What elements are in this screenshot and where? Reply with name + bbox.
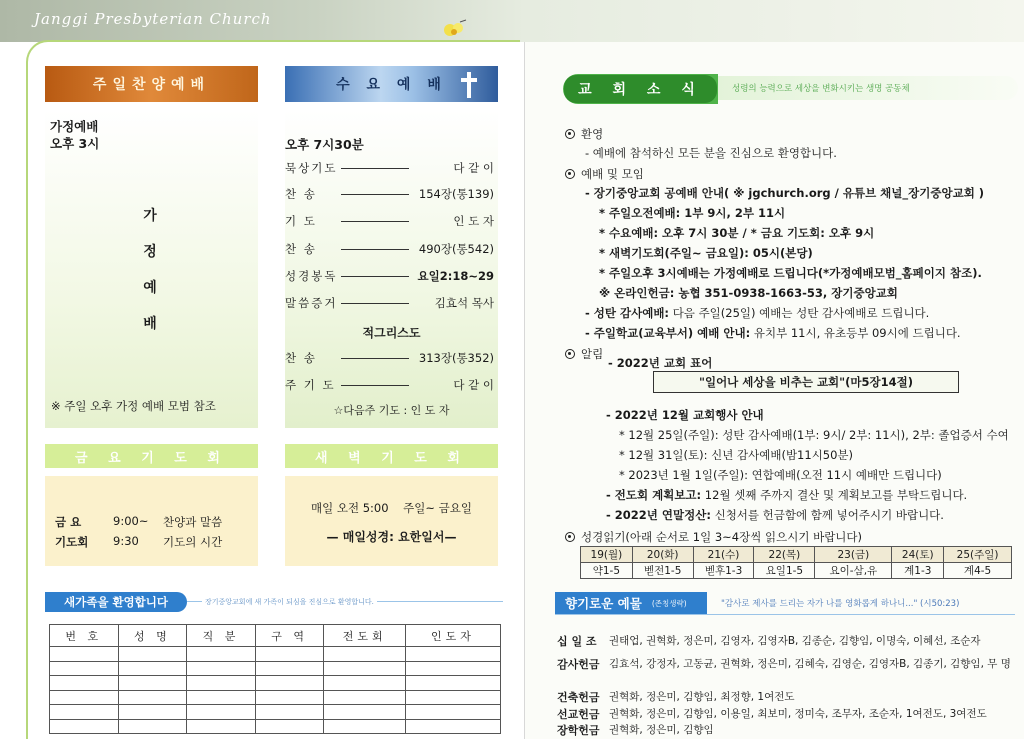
notice-bold-prefix: - 2022년 연말정산: — [606, 508, 711, 522]
notice-heading-text: 예배 및 모임 — [581, 167, 644, 181]
notice-subitem: ※ 온라인헌금: 농협 351-0938-1663-53, 장기중앙교회 — [599, 286, 898, 300]
wednesday-worship-panel — [285, 110, 498, 428]
notice-subitem: * 주일오후 3시예배는 가정예배로 드립니다(*가정예배모범_홈페이지 참조). — [599, 266, 982, 280]
wednesday-worship-header — [285, 66, 498, 102]
table-row — [50, 676, 501, 691]
friday-desc: 찬양과 말씀 — [163, 515, 223, 529]
column-header: 직 분 — [187, 625, 256, 647]
header-strip — [0, 0, 525, 42]
church-motto: "일어나 세상을 비추는 교회"(마5장14절) — [653, 371, 959, 393]
book-cell: 요이-삼,유 — [815, 563, 892, 579]
wednesday-header-label: 수 요 예 배 — [336, 77, 447, 93]
notice-subitem: * 12월 31일(토): 신년 감사예배(밤11시50분) — [619, 448, 854, 462]
order-row — [285, 211, 498, 231]
offering-names: 권태업, 권혁화, 정은미, 김영자, 김영자B, 김종순, 김향임, 이명숙, 이혜선, 조순자 — [609, 635, 981, 647]
order-dash — [341, 276, 409, 277]
order-row — [285, 293, 498, 313]
order-row — [285, 375, 498, 395]
column-header: 성 명 — [118, 625, 187, 647]
home-worship-info — [50, 118, 99, 152]
book-cell: 계1-3 — [892, 563, 944, 579]
bullet-icon — [565, 169, 575, 179]
sermon-title: 적그리스도 — [362, 326, 421, 340]
book-cell: 계4-5 — [944, 563, 1012, 579]
bible-reading-table — [580, 546, 1012, 579]
order-label: 묵상기도 — [285, 161, 338, 175]
notice-heading — [565, 346, 603, 362]
order-value: 490장(통542) — [418, 242, 494, 256]
order-dash — [341, 249, 409, 250]
column-header: 구 역 — [255, 625, 324, 647]
notice-item: - 2022년 연말정산: 신청서를 헌금함에 함께 넣어주시기 바랍니다. — [606, 508, 944, 522]
friday-row — [55, 534, 255, 550]
order-row — [285, 348, 498, 368]
offering-names: 권혁화, 정은미, 김향임 — [609, 724, 714, 736]
order-row — [285, 184, 498, 204]
offering-row — [557, 633, 1024, 649]
vertical-char: 가 — [143, 208, 157, 224]
order-label: 기 도 — [285, 214, 317, 228]
offering-names: 김효석, 강정자, 고동균, 권혁화, 정은미, 김혜숙, 김영순, 김영자B, 김종기, 김향임, 무 명 — [609, 658, 1011, 670]
order-dash — [341, 385, 409, 386]
book-cell: 요일1-5 — [754, 563, 815, 579]
day-cell: 25(주일) — [944, 547, 1012, 563]
offering-row — [557, 656, 1024, 672]
offering-title: 향기로운 예물 — [565, 596, 642, 611]
order-label: 찬 송 — [285, 351, 317, 365]
notice-item: - 2022년 교회 표어 — [608, 356, 713, 370]
friday-row — [55, 514, 255, 530]
order-value: 김효석 목사 — [434, 296, 494, 310]
header-strip-right — [525, 0, 1024, 42]
friday-label: 금 요 — [55, 515, 82, 529]
notice-item: - 주일학교(교육부서) 예배 안내: 유치부 11시, 유초등부 09시에 드립니다. — [585, 326, 961, 340]
table-row — [581, 547, 1012, 563]
notice-bold-prefix: - 성탄 감사예배: — [585, 306, 670, 320]
next-prayer-note: ☆다음주 기도 : 인 도 자 — [333, 404, 450, 417]
table-row — [50, 705, 501, 720]
notice-bold-prefix: - 전도회 계획보고: — [606, 488, 702, 502]
order-label: 찬 송 — [285, 242, 317, 256]
notice-subitem: * 수요예배: 오후 7시 30분 / * 금요 기도회: 오후 9시 — [599, 226, 875, 240]
church-news-header — [563, 74, 718, 104]
order-dash — [341, 303, 409, 304]
offering-names: 권혁화, 정은미, 김향임, 최정향, 1여전도 — [609, 691, 795, 703]
book-cell: 벧후1-3 — [693, 563, 754, 579]
offering-label: 장학헌금 — [557, 724, 600, 737]
notice-subitem: * 12월 25일(주일): 성탄 감사예배(1부: 9시/ 2부: 11시), 2부: 졸업증서 수여 — [619, 428, 1009, 442]
home-worship-time: 오후 3시 — [50, 136, 100, 151]
offering-row — [557, 722, 1024, 738]
dawn-bible-reading: — 매일성경: 요한일서— — [326, 530, 457, 544]
notice-item: - 전도회 계획보고: 12월 셋째 주까지 결산 및 계획보고를 부탁드립니다. — [606, 488, 968, 502]
vertical-char: 예 — [143, 280, 157, 296]
table-header-row — [50, 625, 501, 647]
friday-prayer-header: 금 요 기 도 회 — [45, 444, 258, 468]
home-worship-note: ※ 주일 오후 가정 예배 모범 참조 — [51, 399, 216, 413]
order-label: 말씀증거 — [285, 296, 338, 310]
offering-verse: "감사로 제사를 드리는 자가 나를 영화롭게 하나니..." (시50:23) — [721, 599, 960, 609]
right-page — [525, 0, 1024, 739]
order-row — [285, 266, 498, 286]
column-header: 전도회 — [324, 625, 406, 647]
notice-item: - 성탄 감사예배: 다음 주일(25일) 예배는 성탄 감사예배로 드립니다. — [585, 306, 930, 320]
order-value: 요일2:18~29 — [417, 269, 494, 283]
order-dash — [341, 194, 409, 195]
order-label: 찬 송 — [285, 187, 317, 201]
notice-subitem: * 새벽기도회(주일~ 금요일): 05시(본당) — [599, 246, 813, 260]
table-row — [581, 563, 1012, 579]
table-row — [50, 647, 501, 662]
order-value: 154장(통139) — [418, 187, 494, 201]
order-label: 성경봉독 — [285, 269, 338, 283]
new-family-note: 장기중앙교회에 새 가족이 되심을 진심으로 환영합니다. — [202, 597, 377, 607]
home-worship-label: 가정예배 — [50, 119, 99, 134]
sunday-worship-panel — [45, 110, 258, 428]
notice-subitem: * 2023년 1월 1일(주일): 연합예배(오전 11시 예배만 드립니다) — [619, 468, 942, 482]
new-family-table — [49, 624, 501, 734]
order-dash — [341, 168, 409, 169]
offering-names: 권혁화, 정은미, 김향임, 이용일, 최보미, 정미숙, 조무자, 조순자, 1여전도, 3여전도 — [609, 708, 987, 720]
offering-honorific-note: (존칭생략) — [651, 598, 687, 608]
church-news-subtitle: 성령의 능력으로 세상을 변화시키는 생명 공동체 — [718, 76, 1018, 100]
day-cell: 20(화) — [632, 547, 693, 563]
vertical-char: 배 — [143, 316, 157, 332]
church-news-title: 교 회 소 식 — [564, 75, 717, 103]
table-row — [50, 719, 501, 734]
friday-desc: 기도의 시간 — [163, 535, 223, 549]
flower-icon — [440, 18, 470, 40]
day-cell: 21(수) — [693, 547, 754, 563]
friday-prayer-panel — [45, 476, 258, 566]
book-cell: 벧전1-5 — [632, 563, 693, 579]
order-dash — [341, 358, 409, 359]
notice-bold-prefix: - 주일학교(교육부서) 예배 안내: — [585, 326, 751, 340]
notice-heading-text: 알림 — [581, 347, 604, 361]
notice-item: - 예배에 참석하신 모든 분을 진심으로 환영합니다. — [585, 146, 837, 160]
notice-heading-text: 환영 — [581, 127, 604, 141]
new-family-header: 새가족을 환영합니다 — [45, 592, 187, 612]
friday-label: 기도회 — [55, 535, 89, 549]
home-worship-vertical-title — [140, 198, 160, 342]
order-value: 인 도 자 — [453, 214, 494, 228]
notice-item: - 2022년 12월 교회행사 안내 — [606, 408, 764, 422]
notice-heading — [565, 529, 862, 545]
day-cell: 23(금) — [815, 547, 892, 563]
day-cell: 24(토) — [892, 547, 944, 563]
order-row — [285, 239, 498, 259]
book-cell: 약1-5 — [581, 563, 633, 579]
column-header: 인도자 — [406, 625, 501, 647]
day-cell: 19(월) — [581, 547, 633, 563]
order-dash — [341, 221, 409, 222]
cross-icon — [460, 72, 478, 98]
dawn-schedule: 매일 오전 5:00 주일~ 금요일 — [310, 501, 473, 515]
sunday-worship-header: 주일찬양예배 — [45, 66, 258, 102]
bullet-icon — [565, 349, 575, 359]
dawn-prayer-panel — [285, 476, 498, 566]
order-value: 다 같 이 — [453, 161, 494, 175]
offering-label: 감사헌금 — [557, 658, 600, 671]
bullet-icon — [565, 129, 575, 139]
offering-row — [557, 706, 1024, 722]
notice-subitem: * 주일오전예배: 1부 9시, 2부 11시 — [599, 206, 786, 220]
notice-heading — [565, 166, 644, 182]
notice-heading-text: 성경읽기(아래 순서로 1일 3~4장씩 읽으시기 바랍니다) — [581, 530, 863, 544]
divider — [555, 614, 1015, 615]
notice-heading — [565, 126, 603, 142]
offering-label: 건축헌금 — [557, 691, 600, 704]
notice-item: - 장기중앙교회 공예배 안내( ※ jgchurch.org / 유튜브 채널_장기중앙교회 ) — [585, 186, 985, 200]
bullet-icon — [565, 532, 575, 542]
table-row — [50, 690, 501, 705]
order-label: 주 기 도 — [285, 378, 336, 392]
dawn-prayer-header: 새 벽 기 도 회 — [285, 444, 498, 468]
offering-label: 십 일 조 — [557, 635, 597, 648]
order-value: 313장(통352) — [418, 351, 494, 365]
wednesday-time: 오후 7시30분 — [285, 137, 364, 152]
order-value: 다 같 이 — [453, 378, 494, 392]
offering-label: 선교헌금 — [557, 708, 600, 721]
vertical-char: 정 — [143, 244, 157, 260]
table-row — [50, 661, 501, 676]
order-row — [285, 158, 498, 178]
friday-time: 9:00~ — [113, 514, 149, 528]
offering-row — [557, 689, 1024, 705]
friday-time: 9:30 — [113, 534, 139, 548]
column-header: 번 호 — [50, 625, 119, 647]
offering-header — [555, 592, 707, 614]
day-cell: 22(목) — [754, 547, 815, 563]
church-name: Janggi Presbyterian Church — [34, 10, 272, 28]
